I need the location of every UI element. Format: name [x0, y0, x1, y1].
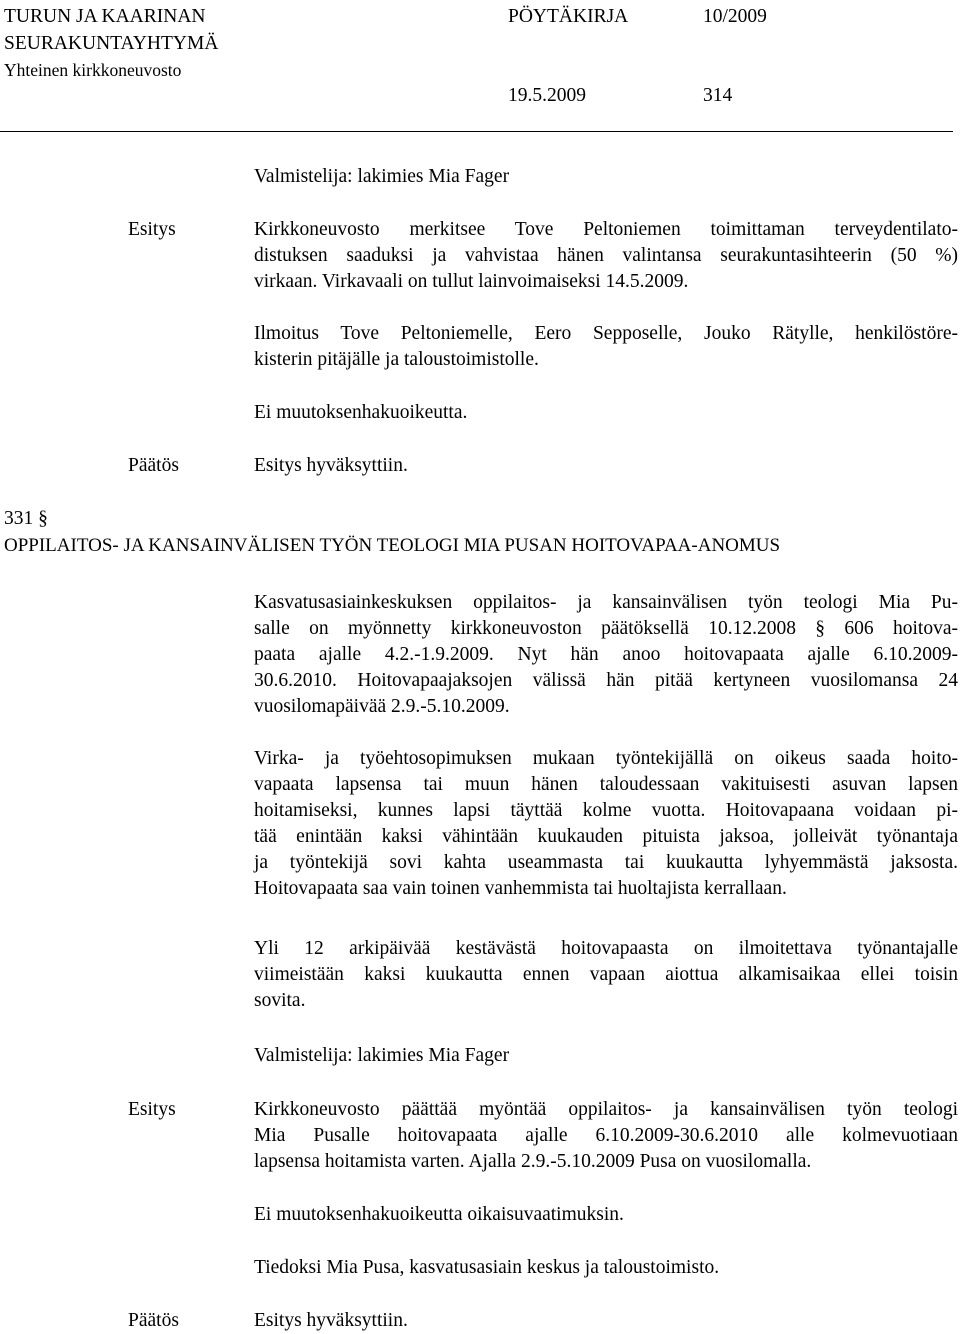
text-line: Virka- ja työehtosopimuksen mukaan työntekijällä on oikeus saada hoito-	[254, 748, 958, 769]
preparer-line: Valmistelija: lakimies Mia Fager	[254, 166, 510, 187]
notice-recipients: Tiedoksi Mia Pusa, kasvatusasiain keskus ja taloustoimisto.	[254, 1257, 720, 1278]
notice-text	[254, 321, 958, 373]
page-number: 314	[703, 85, 733, 106]
text-line: paata ajalle 4.2.-1.9.2009. Nyt hän anoo hoitovapaata ajalle 6.10.2009-	[254, 644, 958, 665]
text-line: ja työntekijä sovi kahta useammasta tai kuukautta lyhyemmästä jaksosta.	[254, 852, 958, 873]
text-line: tää enintään kaksi vähintään kuukauden pituista jaksoa, jolleivät työnantaja	[254, 826, 958, 847]
text-line: Yli 12 arkipäivää kestävästä hoitovapaasta on ilmoitettava työnantajalle	[254, 938, 958, 959]
section-title: OPPILAITOS- JA KANSAINVÄLISEN TYÖN TEOLOGI MIA PUSAN HOITOVAPAA-ANOMUS	[4, 535, 781, 556]
proposal-label: Esitys	[128, 1099, 176, 1120]
text-line: hoitamiseksi, kunnes lapsi täyttää kolme vuotta. Hoitovapaana voidaan pi-	[254, 800, 958, 821]
text-line: vapaata lapsensa tai muun hänen taloudessaan vakituisesti asuvan lapsen	[254, 774, 958, 795]
text-line: vuosilomapäivää 2.9.-5.10.2009.	[254, 696, 510, 717]
no-appeal-text: Ei muutoksenhakuoikeutta.	[254, 402, 468, 423]
text-line: Ilmoitus Tove Peltoniemelle, Eero Sepposelle, Jouko Rätylle, henkilöstöre-	[254, 323, 958, 344]
section-number: 331 §	[4, 508, 48, 529]
decision-label: Päätös	[128, 1310, 179, 1331]
text-line: Mia Pusalle hoitovapaata ajalle 6.10.2009-30.6.2010 alle kolmevuotiaan	[254, 1125, 958, 1146]
text-line: salle on myönnetty kirkkoneuvoston päätöksellä 10.12.2008 § 606 hoitova-	[254, 618, 958, 639]
org-name-line3: Yhteinen kirkkoneuvosto	[4, 60, 182, 80]
preparer-line: Valmistelija: lakimies Mia Fager	[254, 1045, 510, 1066]
text-line: kisterin pitäjälle ja taloustoimistolle.	[254, 349, 539, 370]
regulation-paragraph	[254, 746, 958, 902]
org-name-line1: TURUN JA KAARINAN	[4, 6, 206, 27]
document-number: 10/2009	[703, 6, 767, 27]
text-line: distuksen saaduksi ja vahvistaa hänen valintansa seurakuntasihteerin (50 %)	[254, 245, 958, 266]
text-line: Kirkkoneuvosto päättää myöntää oppilaitos- ja kansainvälisen työn teologi	[254, 1099, 958, 1120]
text-line: 30.6.2010. Hoitovapaajaksojen välissä hän pitää kertyneen vuosilomansa 24	[254, 670, 958, 691]
proposal-label: Esitys	[128, 219, 176, 240]
decision-label: Päätös	[128, 455, 179, 476]
decision-text: Esitys hyväksyttiin.	[254, 455, 408, 476]
no-appeal-text: Ei muutoksenhakuoikeutta oikaisuvaatimuksin.	[254, 1204, 624, 1225]
text-line: viimeistään kaksi kuukautta ennen vapaan aiottua alkamisaikaa ellei toisin	[254, 964, 958, 985]
org-name-line2: SEURAKUNTAYHTYMÄ	[4, 33, 219, 54]
meeting-date: 19.5.2009	[508, 85, 586, 106]
text-line: lapsensa hoitamista varten. Ajalla 2.9.-5.10.2009 Pusa on vuosilomalla.	[254, 1151, 812, 1172]
text-line: Hoitovapaata saa vain toinen vanhemmista tai huoltajista kerrallaan.	[254, 878, 787, 899]
proposal-text	[254, 217, 958, 295]
text-line: virkaan. Virkavaali on tullut lainvoimaiseksi 14.5.2009.	[254, 271, 689, 292]
text-line: Kasvatusasiainkeskuksen oppilaitos- ja kansainvälisen työn teologi Mia Pu-	[254, 592, 958, 613]
header-divider	[0, 131, 953, 132]
notice-period-paragraph	[254, 936, 958, 1014]
text-line: Kirkkoneuvosto merkitsee Tove Peltoniemen toimittaman terveydentilato-	[254, 219, 958, 240]
decision-text: Esitys hyväksyttiin.	[254, 1310, 408, 1331]
text-line: sovita.	[254, 990, 306, 1011]
proposal-text	[254, 1097, 958, 1175]
document-type: PÖYTÄKIRJA	[508, 6, 629, 27]
background-paragraph	[254, 590, 958, 720]
